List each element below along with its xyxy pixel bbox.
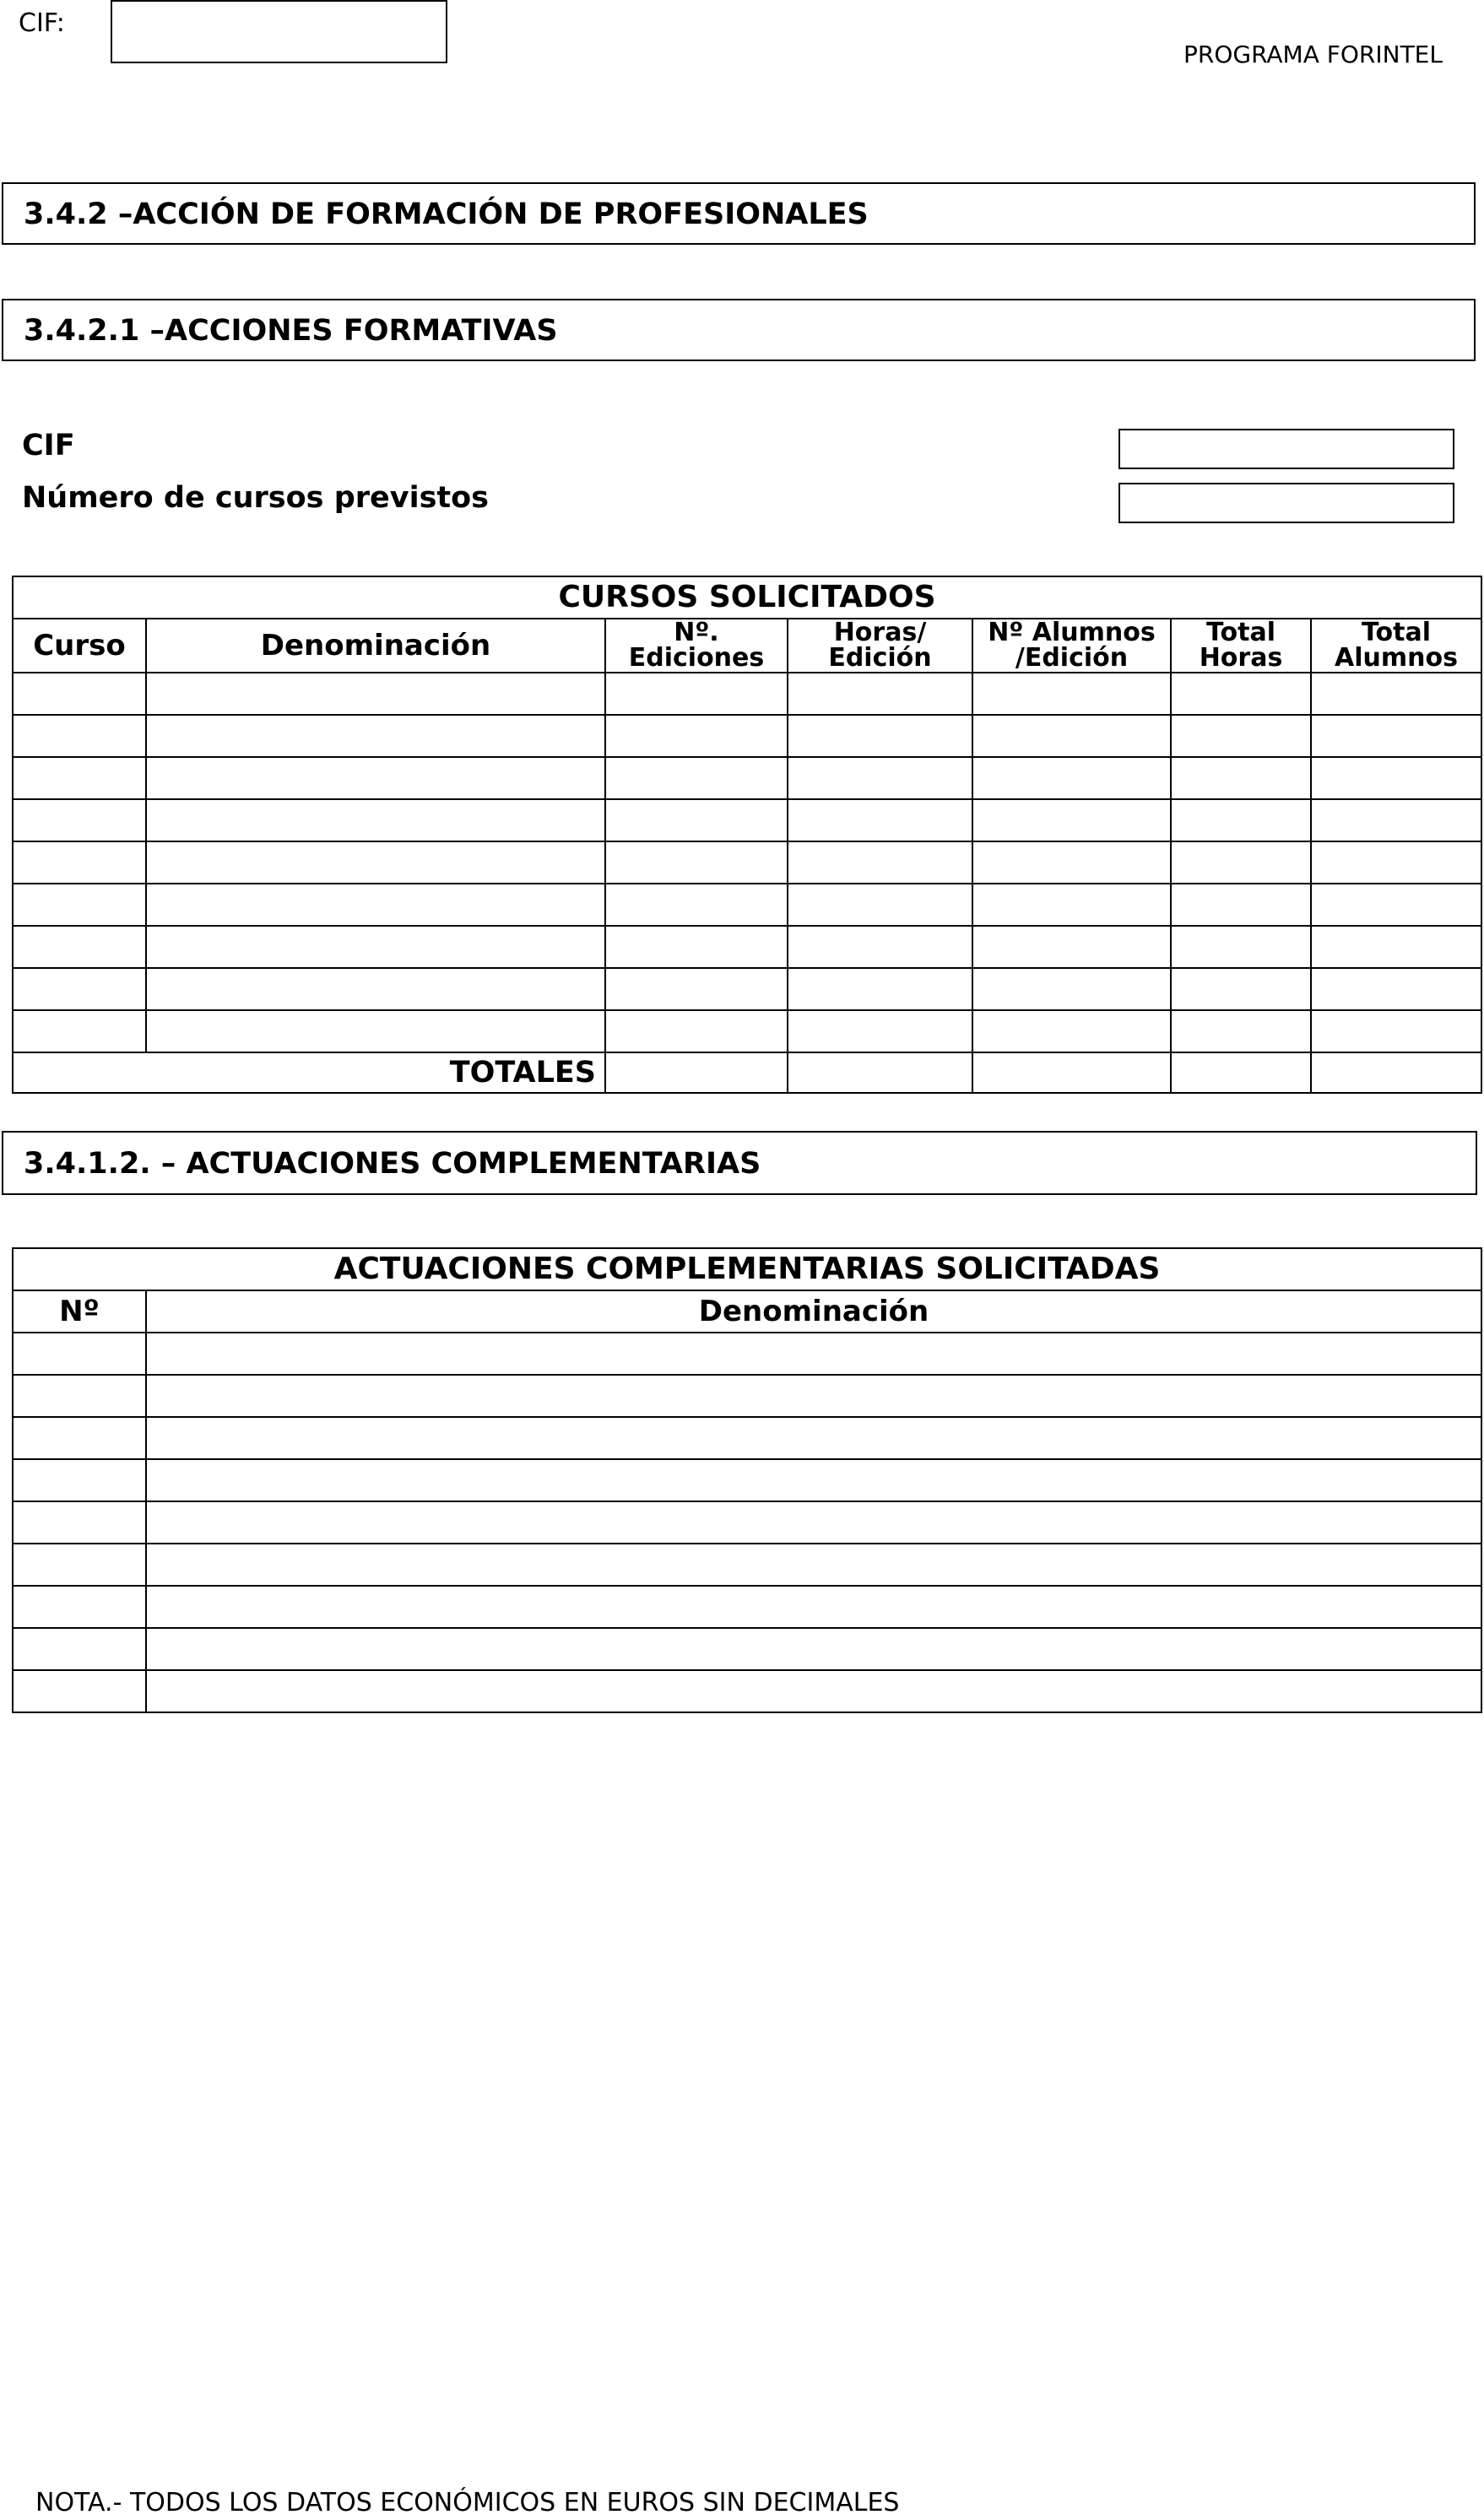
courses-table <box>12 576 1482 1094</box>
course-cell[interactable] <box>1311 673 1481 715</box>
course-cell[interactable] <box>788 673 972 715</box>
col-num: Nº <box>13 1290 146 1333</box>
course-cell[interactable] <box>605 926 788 968</box>
section-3421-header <box>2 299 1476 361</box>
course-cell[interactable] <box>1171 968 1311 1010</box>
course-cell[interactable] <box>788 841 972 884</box>
action-cell[interactable] <box>13 1501 146 1544</box>
course-cell[interactable] <box>1171 926 1311 968</box>
action-cell[interactable] <box>13 1586 146 1628</box>
action-cell[interactable] <box>146 1628 1481 1670</box>
col-denominacion: Denominación <box>146 619 605 673</box>
totals-row <box>13 1052 1481 1093</box>
course-row <box>13 926 1481 968</box>
action-cell[interactable] <box>146 1333 1481 1375</box>
col-total-horas-line1: Total <box>1206 618 1275 647</box>
course-cell[interactable] <box>1311 715 1481 757</box>
col-alumnos-line1: Nº Alumnos <box>988 618 1156 647</box>
action-row <box>13 1544 1481 1586</box>
section-342-header <box>2 182 1476 245</box>
course-cell[interactable] <box>1171 673 1311 715</box>
action-row <box>13 1628 1481 1670</box>
course-cell[interactable] <box>972 757 1171 799</box>
actions-table-title: ACTUACIONES COMPLEMENTARIAS SOLICITADAS <box>13 1248 1481 1290</box>
course-cell[interactable] <box>13 757 146 799</box>
col-alumnos <box>972 619 1171 673</box>
courses-header-row <box>13 619 1481 673</box>
course-cell[interactable] <box>1311 841 1481 884</box>
course-cell[interactable] <box>13 968 146 1010</box>
course-cell[interactable] <box>972 968 1171 1010</box>
course-cell[interactable] <box>146 673 605 715</box>
col-total-horas-line2: Horas <box>1199 643 1283 673</box>
course-cell[interactable] <box>13 1010 146 1052</box>
action-cell[interactable] <box>146 1586 1481 1628</box>
course-row <box>13 799 1481 841</box>
course-cell[interactable] <box>972 799 1171 841</box>
col-horas-line2: Edición <box>828 643 932 673</box>
action-cell[interactable] <box>13 1628 146 1670</box>
course-cell[interactable] <box>146 841 605 884</box>
totals-cell[interactable] <box>1311 1052 1481 1093</box>
action-cell[interactable] <box>146 1417 1481 1459</box>
action-cell[interactable] <box>13 1417 146 1459</box>
course-cell[interactable] <box>972 1010 1171 1052</box>
course-cell[interactable] <box>1311 968 1481 1010</box>
col-total-horas <box>1171 619 1311 673</box>
course-cell[interactable] <box>1311 926 1481 968</box>
course-cell[interactable] <box>972 926 1171 968</box>
course-cell[interactable] <box>1171 757 1311 799</box>
course-cell[interactable] <box>788 1010 972 1052</box>
cif-top-field[interactable] <box>111 0 447 63</box>
action-cell[interactable] <box>146 1670 1481 1712</box>
action-cell[interactable] <box>146 1459 1481 1501</box>
col-curso: Curso <box>13 619 146 673</box>
col-alumnos-line2: /Edición <box>1015 643 1129 673</box>
action-row <box>13 1375 1481 1417</box>
cursos-previstos-field[interactable] <box>1118 483 1454 523</box>
course-cell[interactable] <box>1311 884 1481 926</box>
cif-top-label: CIF: <box>19 8 65 38</box>
course-cell[interactable] <box>13 841 146 884</box>
col-action-denominacion: Denominación <box>146 1290 1481 1333</box>
course-cell[interactable] <box>605 884 788 926</box>
course-cell[interactable] <box>146 884 605 926</box>
course-cell[interactable] <box>1311 1010 1481 1052</box>
course-cell[interactable] <box>146 1010 605 1052</box>
course-cell[interactable] <box>972 715 1171 757</box>
actions-header-row <box>13 1290 1481 1333</box>
course-row <box>13 884 1481 926</box>
section-3412-header <box>2 1131 1477 1195</box>
action-cell[interactable] <box>146 1544 1481 1586</box>
course-row <box>13 1010 1481 1052</box>
action-cell[interactable] <box>13 1375 146 1417</box>
course-cell[interactable] <box>1171 884 1311 926</box>
totals-cell[interactable] <box>972 1052 1171 1093</box>
course-cell[interactable] <box>146 799 605 841</box>
course-cell[interactable] <box>13 673 146 715</box>
action-cell[interactable] <box>13 1459 146 1501</box>
course-row <box>13 841 1481 884</box>
totals-label: TOTALES <box>13 1052 605 1093</box>
course-cell[interactable] <box>146 757 605 799</box>
col-total-alumnos <box>1311 619 1481 673</box>
course-row <box>13 673 1481 715</box>
course-cell[interactable] <box>788 926 972 968</box>
courses-table-title: CURSOS SOLICITADOS <box>13 576 1481 619</box>
col-ediciones-line2: Ediciones <box>628 643 765 673</box>
actions-table <box>12 1247 1482 1713</box>
course-cell[interactable] <box>13 926 146 968</box>
course-cell[interactable] <box>788 799 972 841</box>
course-cell[interactable] <box>1171 1010 1311 1052</box>
course-cell[interactable] <box>605 757 788 799</box>
action-cell[interactable] <box>13 1333 146 1375</box>
cif-label: CIF <box>22 429 75 462</box>
cursos-previstos-label: Número de cursos previstos <box>22 481 490 515</box>
totals-cell[interactable] <box>1171 1052 1311 1093</box>
course-cell[interactable] <box>1311 757 1481 799</box>
col-ediciones <box>605 619 788 673</box>
course-row <box>13 968 1481 1010</box>
action-row <box>13 1501 1481 1544</box>
course-cell[interactable] <box>1171 799 1311 841</box>
action-cell[interactable] <box>13 1544 146 1586</box>
action-cell[interactable] <box>13 1670 146 1712</box>
col-horas-line1: Horas/ <box>833 618 927 647</box>
course-cell[interactable] <box>972 841 1171 884</box>
course-cell[interactable] <box>1171 841 1311 884</box>
course-row <box>13 757 1481 799</box>
action-cell[interactable] <box>146 1375 1481 1417</box>
section-342-title: 3.4.2 –ACCIÓN DE FORMACIÓN DE PROFESIONALES <box>24 197 869 231</box>
cif-field[interactable] <box>1118 429 1454 469</box>
course-cell[interactable] <box>605 799 788 841</box>
course-cell[interactable] <box>605 1010 788 1052</box>
action-row <box>13 1459 1481 1501</box>
program-title: PROGRAMA FORINTEL <box>1183 41 1443 68</box>
course-cell[interactable] <box>605 673 788 715</box>
col-total-alumnos-line1: Total <box>1362 618 1431 647</box>
section-3412-title: 3.4.1.2. – ACTUACIONES COMPLEMENTARIAS <box>24 1147 761 1181</box>
course-cell[interactable] <box>788 968 972 1010</box>
course-cell[interactable] <box>788 757 972 799</box>
course-cell[interactable] <box>1171 715 1311 757</box>
course-cell[interactable] <box>13 799 146 841</box>
course-cell[interactable] <box>972 673 1171 715</box>
course-cell[interactable] <box>146 968 605 1010</box>
course-cell[interactable] <box>972 884 1171 926</box>
totals-cell[interactable] <box>605 1052 788 1093</box>
course-cell[interactable] <box>146 926 605 968</box>
col-horas <box>788 619 972 673</box>
action-row <box>13 1333 1481 1375</box>
action-row <box>13 1417 1481 1459</box>
course-row <box>13 715 1481 757</box>
totals-cell[interactable] <box>788 1052 972 1093</box>
action-row <box>13 1670 1481 1712</box>
course-cell[interactable] <box>605 841 788 884</box>
course-cell[interactable] <box>146 715 605 757</box>
action-row <box>13 1586 1481 1628</box>
section-3421-title: 3.4.2.1 –ACCIONES FORMATIVAS <box>24 314 558 348</box>
footer-note: NOTA.- TODOS LOS DATOS ECONÓMICOS EN EUROS SIN DECIMALES <box>35 2488 900 2517</box>
course-cell[interactable] <box>13 884 146 926</box>
course-cell[interactable] <box>788 884 972 926</box>
course-cell[interactable] <box>1311 799 1481 841</box>
course-cell[interactable] <box>13 715 146 757</box>
course-cell[interactable] <box>605 715 788 757</box>
col-ediciones-line1: Nº. <box>674 618 719 647</box>
course-cell[interactable] <box>788 715 972 757</box>
col-total-alumnos-line2: Alumnos <box>1335 643 1458 673</box>
action-cell[interactable] <box>146 1501 1481 1544</box>
course-cell[interactable] <box>605 968 788 1010</box>
